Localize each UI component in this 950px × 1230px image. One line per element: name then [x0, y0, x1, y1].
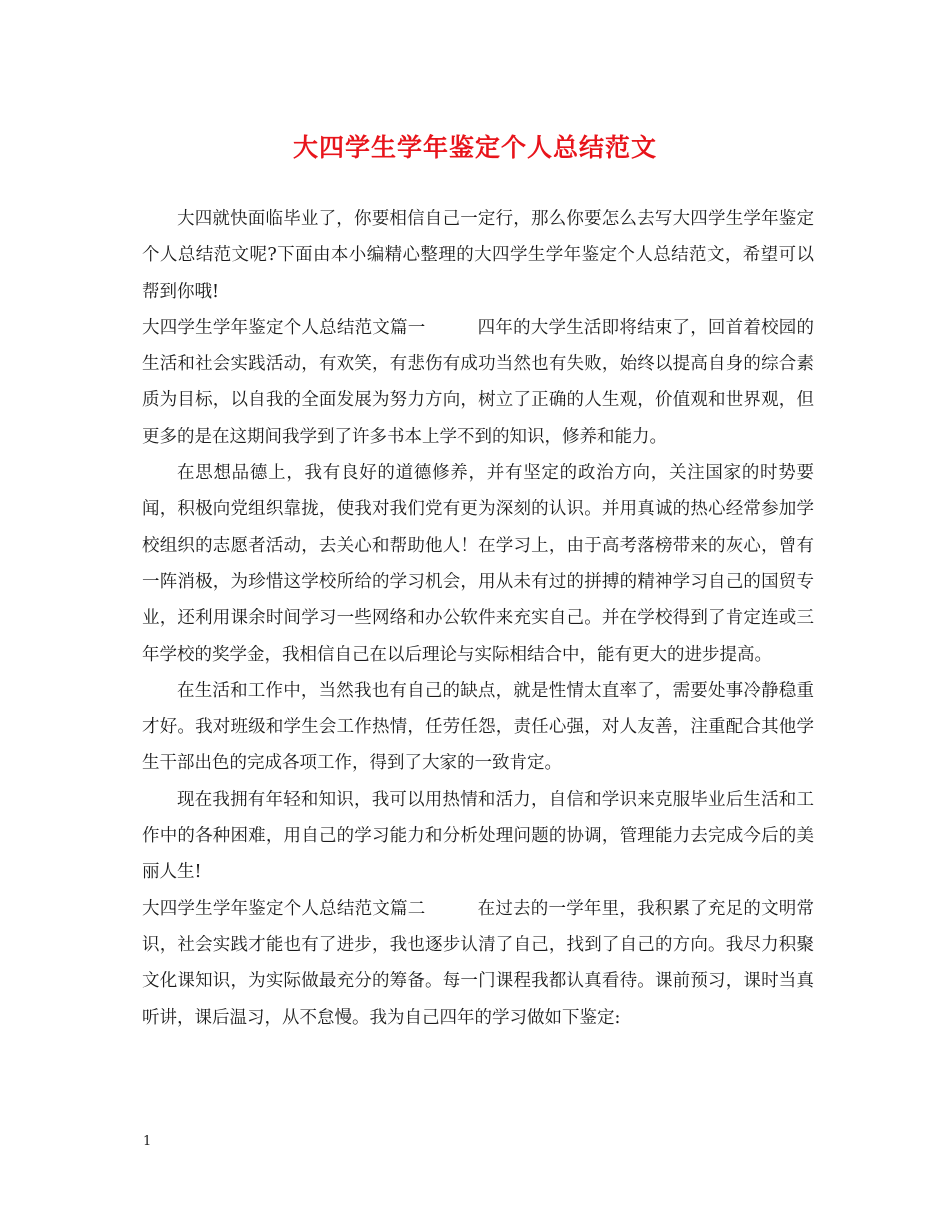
morality-paragraph: 在思想品德上，我有良好的道德修养，并有坚定的政治方向，关注国家的时势要闻，积极向党组织靠拢，使我对我们党有更为深刻的认识。并用真诚的热心经常参加学校组织的志愿者活动，去关心和帮助他人！在学习上，由于高考落榜带来的灰心，曾有一阵消极，为珍惜这学校所给的学习机会，用从未有过的拼搏的精神学习自己的国贸专业，还利用课余时间学习一些网络和办公软件来充实自己。并在学校得到了肯定连或三年学校的奖学金，我相信自己在以后理论与实际相结合中，能有更大的进步提高。	[142, 463, 814, 665]
life-work-paragraph: 在生活和工作中，当然我也有自己的缺点，就是性情太直率了，需要处事冷静稳重才好。我对班级和学生会工作热情，任劳任怨，责任心强，对人友善，注重配合其他学生干部出色的完成各项工作，得到了大家的一致肯定。	[142, 680, 814, 774]
section-two-paragraph	[142, 891, 814, 1036]
section-one-paragraph	[142, 310, 814, 455]
section-one-heading: 大四学生学年鉴定个人总结范文篇一	[142, 317, 426, 338]
section-one-text: 四年的大学生活即将结束了，回首着校园的生活和社会实践活动，有欢笑，有悲伤有成功当然也有失败，始终以提高自身的综合素质为目标，以自我的全面发展为努力方向，树立了正确的人生观，价值观和世界观，但更多的是在这期间我学到了许多书本上学不到的知识，修养和能力。	[142, 317, 815, 447]
future-paragraph: 现在我拥有年轻和知识，我可以用热情和活力，自信和学识来克服毕业后生活和工作中的各种困难，用自己的学习能力和分析处理问题的协调，管理能力去完成今后的美丽人生!	[142, 789, 814, 883]
section-two-text: 在过去的一学年里，我积累了充足的文明常识，社会实践才能也有了进步，我也逐步认清了自己，找到了自己的方向。我尽力积聚文化课知识，为实际做最充分的筹备。每一门课程我都认真看待。课前预习，课时当真听讲，课后温习，从不怠慢。我为自己四年的学习做如下鉴定:	[142, 898, 815, 1028]
document-body	[142, 201, 814, 1036]
page-number: 1	[143, 1134, 152, 1149]
document-title: 大四学生学年鉴定个人总结范文	[292, 133, 657, 162]
section-two-heading: 大四学生学年鉴定个人总结范文篇二	[142, 898, 426, 919]
intro-paragraph: 大四就快面临毕业了，你要相信自己一定行，那么你要怎么去写大四学生学年鉴定个人总结范文呢?下面由本小编精心整理的大四学生学年鉴定个人总结范文，希望可以帮到你哦!	[142, 209, 814, 302]
